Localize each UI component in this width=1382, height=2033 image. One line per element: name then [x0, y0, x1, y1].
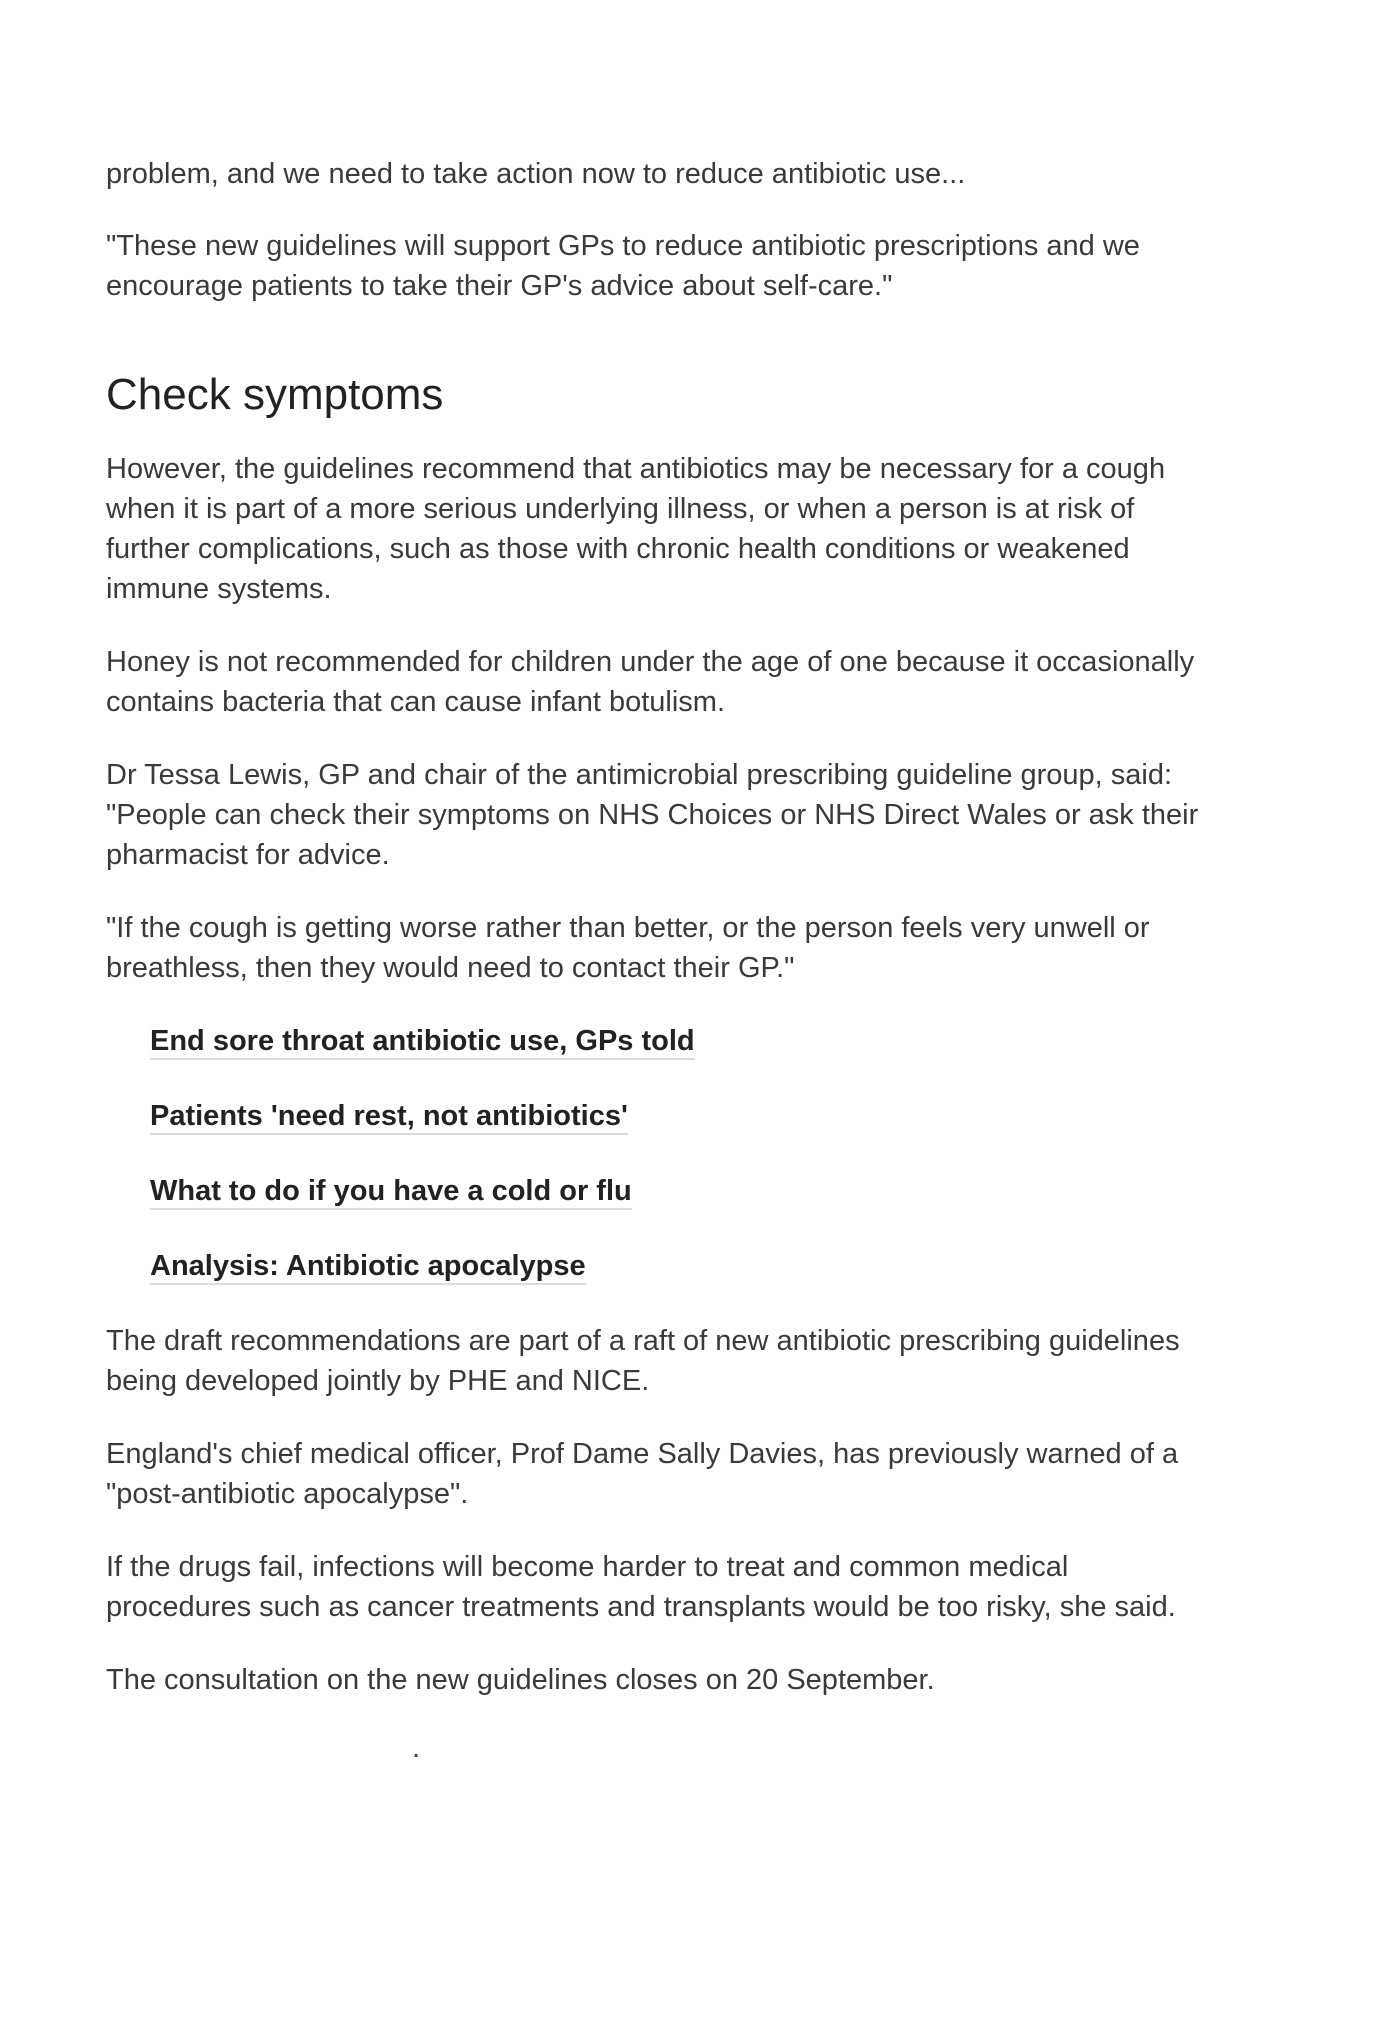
paragraph: "If the cough is getting worse rather than better, or the person feels very unwell or breathless, then they would need to contact their GP." — [106, 912, 1150, 984]
related-link[interactable]: What to do if you have a cold or flu — [150, 1175, 632, 1210]
related-link[interactable]: End sore throat antibiotic use, GPs told — [150, 1025, 695, 1060]
related-links-list — [106, 1021, 1216, 1291]
paragraph: "These new guidelines will support GPs to reduce antibiotic prescriptions and we encourage patients to take their GP's advice about self-care." — [106, 230, 1140, 302]
related-link-item — [150, 1096, 1216, 1141]
related-link[interactable]: Analysis: Antibiotic apocalypse — [150, 1250, 586, 1285]
section-heading: Check symptoms — [106, 370, 444, 419]
related-link-item — [150, 1021, 1216, 1066]
trailing-dot: . — [412, 1732, 421, 1764]
paragraph: The draft recommendations are part of a raft of new antibiotic prescribing guidelines being developed jointly by PHE and NICE. — [106, 1325, 1180, 1397]
paragraph: England's chief medical officer, Prof Dame Sally Davies, has previously warned of a "post-antibiotic apocalypse". — [106, 1438, 1179, 1510]
paragraph: Dr Tessa Lewis, GP and chair of the antimicrobial prescribing guideline group, said: "People can check their symptoms on NHS Choices or NHS Direct Wales or ask their pharmacist for advice. — [106, 759, 1199, 871]
related-link-item — [150, 1171, 1216, 1216]
related-link[interactable]: Patients 'need rest, not antibiotics' — [150, 1100, 628, 1135]
paragraph: Honey is not recommended for children under the age of one because it occasionally contains bacteria that can cause infant botulism. — [106, 646, 1195, 718]
paragraph: problem, and we need to take action now to reduce antibiotic use... — [106, 158, 966, 190]
paragraph: If the drugs fail, infections will become harder to treat and common medical procedures such as cancer treatments and transplants would be too risky, she said. — [106, 1551, 1176, 1623]
paragraph: The consultation on the new guidelines closes on 20 September. — [106, 1664, 935, 1696]
article-body — [106, 154, 1216, 1733]
paragraph: However, the guidelines recommend that antibiotics may be necessary for a cough when it is part of a more serious underlying illness, or when a person is at risk of further complications, such as those with chronic health conditions or weakened immune systems. — [106, 453, 1166, 605]
related-link-item — [150, 1246, 1216, 1291]
